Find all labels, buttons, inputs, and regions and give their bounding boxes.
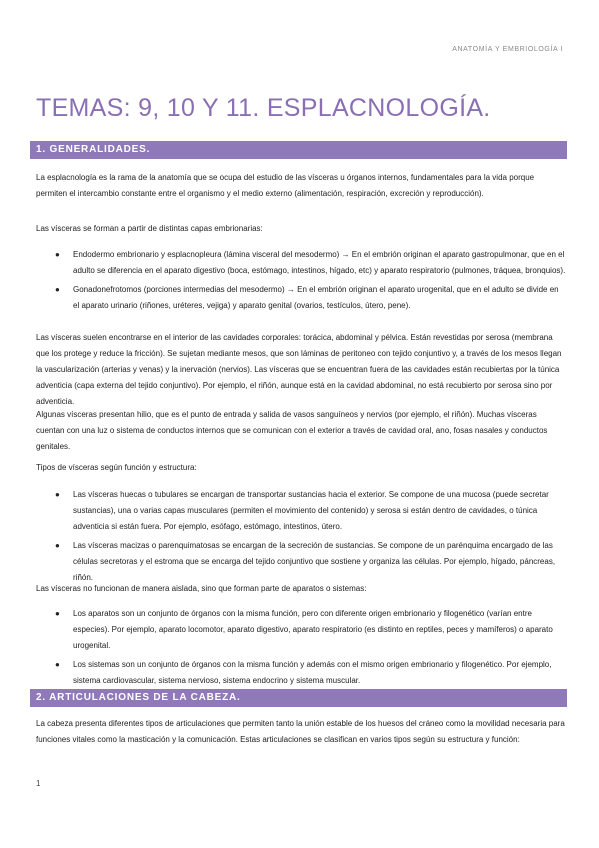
bullet-icon: ●: [55, 490, 60, 499]
paragraph: Las vísceras se forman a partir de distintas capas embrionarias:: [36, 224, 263, 233]
list-item-text: Los aparatos son un conjunto de órganos con la misma función, pero con diferente origen embrionario y filogenético (varían entre especies). Por ejemplo, aparato locomotor, aparato digestivo, aparato respiratorio (es distinto en reptiles, peces y mamíferos) o aparato urogenital.: [73, 609, 553, 650]
list-item-text: Endodermo embrionario y esplacnopleura (lámina visceral del mesodermo) → En el embrión originan el aparato gastropulmonar, que en el adulto se diferencia en el aparato digestivo (boca, estómago, intestinos, hígado, etc) y aparato respiratorio (pulmones, tráquea, bronquios).: [73, 250, 566, 275]
paragraph: Las vísceras suelen encontrarse en el interior de las cavidades corporales: torácica, abdominal y pélvica. Están revestidas por serosa (membrana que los protege y reduce la fricción). Se sujetan mediante mesos, que son láminas de peritoneo con tejido conjuntivo y, a través de los mesos llegan la vascularización (arterias y venas) y la inervación (nervios). Las vísceras que se encuentran fuera de las cavidades están recubiertas por la túnica adventicia (capa externa del tejido conjuntivo). Por ejemplo, el riñón, aunque está en la cavidad abdominal, no está recubierto por serosa sino por adventicia.: [36, 333, 562, 406]
list-item: [55, 282, 567, 314]
list-item: [55, 657, 567, 689]
paragraph: La esplacnología es la rama de la anatomía que se ocupa del estudio de las vísceras u órganos internos, fundamentales para la vida porque permiten el intercambio constante entre el organismo y el medio externo (alimentación, respiración, excreción y reproducción).: [36, 173, 535, 198]
document-header: ANATOMÍA Y EMBRIOLOGÍA I: [452, 46, 563, 53]
bullet-icon: ●: [55, 541, 60, 550]
section-heading-generalidades: 1. GENERALIDADES.: [30, 141, 567, 159]
list-item: [55, 487, 567, 535]
list-item: [55, 606, 567, 654]
list-item: [55, 538, 567, 586]
bullet-icon: ●: [55, 660, 60, 669]
list-item: [55, 247, 567, 279]
paragraph: Las vísceras no funcionan de manera aislada, sino que forman parte de aparatos o sistemas:: [36, 584, 367, 593]
section-heading-articulaciones: 2. ARTICULACIONES DE LA CABEZA.: [30, 689, 567, 707]
bullet-icon: ●: [55, 285, 60, 294]
bullet-list-capas: [55, 247, 567, 317]
bullet-list-sistemas: [55, 606, 567, 692]
page-number: 1: [36, 779, 41, 788]
bullet-icon: ●: [55, 609, 60, 618]
bullet-icon: ●: [55, 250, 60, 259]
list-item-text: Las vísceras macizas o parenquimatosas se encargan de la secreción de sustancias. Se compone de un parénquima encargado de las células secretoras y el estroma que se encarga del tejido conjuntivo que sostiene y organiza las células. Por ejemplo, hígado, páncreas, riñón.: [73, 541, 556, 582]
paragraph: La cabeza presenta diferentes tipos de articulaciones que permiten tanto la unión estable de los huesos del cráneo como la movilidad necesaria para funciones vitales como la masticación y la comunicación. Estas articulaciones se clasifican en varios tipos según su estructura y función:: [36, 719, 565, 744]
list-item-text: Las vísceras huecas o tubulares se encargan de transportar sustancias hacia el exterior. Se compone de una mucosa (puede secretar sustancias), una o varias capas musculares (permiten el movimiento del contenido) y serosa si están dentro de cavidades, o túnica adventicia si están fuera. Por ejemplo, esófago, estómago, intestinos, útero.: [73, 490, 549, 531]
bullet-list-tipos: [55, 487, 567, 589]
paragraph: Tipos de vísceras según función y estructura:: [36, 463, 197, 472]
paragraph: Algunas vísceras presentan hilio, que es el punto de entrada y salida de vasos sanguíneos y nervios (por ejemplo, el riñón). Muchas vísceras cuentan con una luz o sistema de conductos internos que se comunican con el exterior a través de cavidad oral, ano, fosas nasales y conductos genitales.: [36, 410, 548, 451]
list-item-text: Gonadonefrotomos (porciones intermedias del mesodermo) → En el embrión originan el aparato urogenital, que en el adulto se divide en el aparato urinario (riñones, uréteres, vejiga) y aparato genital (ovarios, testículos, útero, pene).: [73, 285, 559, 310]
list-item-text: Los sistemas son un conjunto de órganos con la misma función y además con el mismo origen embrionario y filogenético. Por ejemplo, sistema cardiovascular, sistema nervioso, sistema endocrino y sistema muscular.: [73, 660, 552, 685]
page-title: TEMAS: 9, 10 Y 11. ESPLACNOLOGÍA.: [36, 94, 491, 122]
